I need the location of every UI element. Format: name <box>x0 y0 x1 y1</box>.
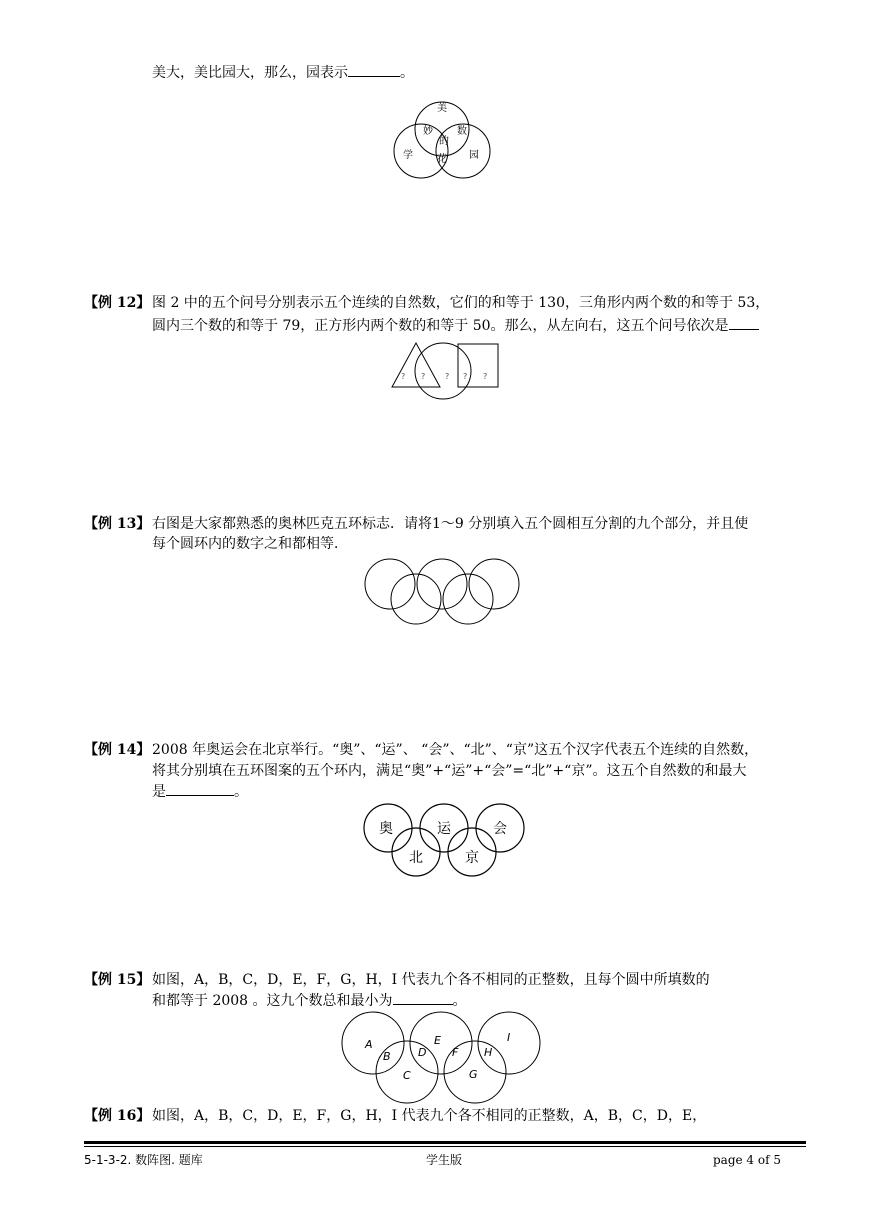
footer-center: 学生版 <box>426 1153 463 1167</box>
ring-yun: 运 <box>437 821 451 837</box>
example-16-tag: 【例 16】 <box>84 1108 151 1124</box>
footer-rule <box>84 1141 806 1144</box>
region-label-f: F <box>452 1046 459 1059</box>
example-14-tag: 【例 14】 <box>84 742 151 758</box>
question-mark-4: ? <box>463 372 468 381</box>
region-label-h: H <box>484 1046 493 1059</box>
venn-label-shu: 数 <box>457 126 467 137</box>
shapes-diagram <box>388 336 503 402</box>
venn-label-mei: 美 <box>437 103 447 114</box>
venn-label-de: 的 <box>439 136 449 147</box>
venn-label-hua: 花 <box>437 154 447 165</box>
region-label-a: A <box>365 1038 373 1051</box>
intro-text: 美大，美比园大，那么，园表示 <box>152 65 348 81</box>
example-14-line3: 是 。 <box>152 781 248 802</box>
olympic-rings-diagram <box>360 553 526 629</box>
example-13-line2: 每个圆环内的数字之和都相等． <box>152 536 348 552</box>
region-label-e: E <box>434 1034 441 1047</box>
example-15-tag: 【例 15】 <box>84 972 151 988</box>
answer-blank <box>393 990 453 1005</box>
example-13-line1: 右图是大家都熟悉的奥林匹克五环标志．请将1～9 分别填入五个圆相互分割的九个部分，并且使 <box>152 516 749 532</box>
region-label-b: B <box>383 1050 391 1063</box>
ring-ao: 奥 <box>379 821 393 837</box>
venn-label-yuan: 园 <box>469 150 479 161</box>
question-mark-1: ? <box>401 372 406 381</box>
region-label-g: G <box>469 1068 478 1081</box>
example-14-line2: 将其分别填在五环图案的五个环内，满足“奥”+“运”+“会”=“北”+“京”。这五个自然数的和最大 <box>152 763 747 779</box>
lettered-rings-diagram <box>338 1010 544 1108</box>
intro-line: 美大，美比园大，那么，园表示 。 <box>152 62 414 83</box>
example-12-line2: 圆内三个数的和等于 79，正方形内两个数的和等于 50。那么，从左向右，这五个问号依次是 <box>152 315 759 336</box>
example-15-line1: 如图，A，B，C，D，E，F，G，H，I 代表九个各不相同的正整数，且每个圆中所填数的 <box>152 972 710 988</box>
ring-bei: 北 <box>409 850 423 866</box>
example-14-line1: 2008 年奥运会在北京举行。“奥”、“运”、 “会”、“北”、“京”这五个汉字代表五个连续的自然数， <box>152 742 759 758</box>
region-label-d: D <box>418 1046 427 1059</box>
venn-label-xue: 学 <box>403 150 413 161</box>
ring-hui: 会 <box>493 821 507 837</box>
rings-with-characters <box>360 800 528 880</box>
question-mark-2: ? <box>421 372 426 381</box>
question-mark-3: ? <box>445 372 450 381</box>
answer-blank <box>166 781 234 796</box>
ring-jing: 京 <box>465 850 479 866</box>
answer-blank <box>348 62 400 77</box>
question-mark-5: ? <box>483 372 488 381</box>
venn-label-miao: 妙 <box>423 126 433 137</box>
example-12-line1: 图 2 中的五个问号分别表示五个连续的自然数，它们的和等于 130，三角形内两个数的和等于 53， <box>152 295 770 311</box>
example-16-line1: 如图，A，B，C，D，E，F，G，H，I 代表九个各不相同的正整数，A，B，C，D，E， <box>152 1108 707 1124</box>
example-13-tag: 【例 13】 <box>84 516 151 532</box>
footer-rule-thin <box>84 1146 806 1147</box>
region-label-c: C <box>403 1069 411 1082</box>
footer-page-number: page 4 of 5 <box>713 1153 781 1167</box>
example-12-tag: 【例 12】 <box>84 295 151 311</box>
answer-blank <box>729 315 759 330</box>
example-15-line2: 和都等于 2008 。这九个数总和最小为 。 <box>152 990 467 1011</box>
footer-left: 5-1-3-2. 数阵图. 题库 <box>84 1153 203 1167</box>
region-label-i: I <box>507 1031 511 1044</box>
venn-diagram <box>385 86 500 182</box>
